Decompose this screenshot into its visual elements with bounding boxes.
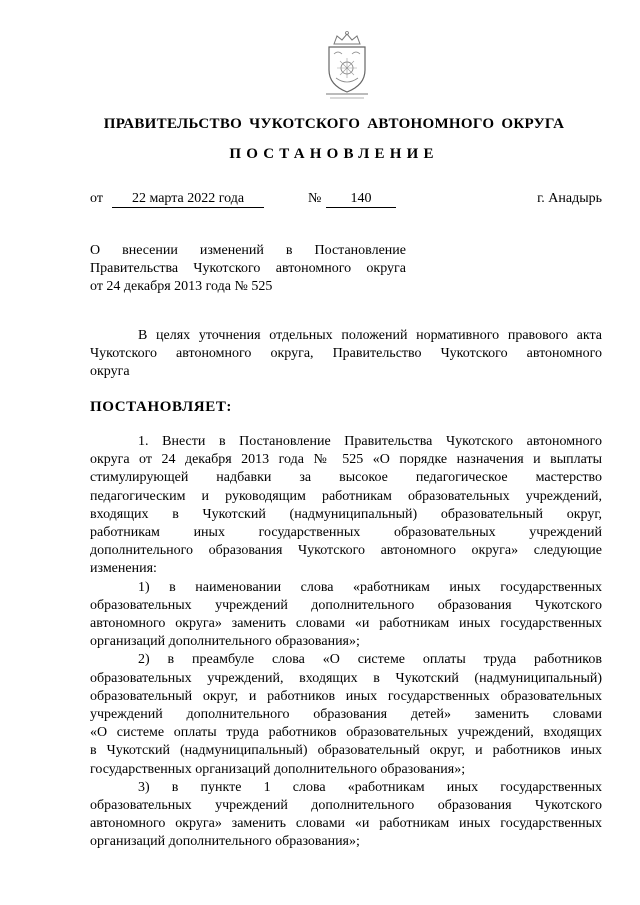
preamble-line: В целях уточнения отдельных положений нормативного правового акта bbox=[138, 328, 602, 343]
body-line: стимулирующей надбавки за высокое педагогическое мастерство bbox=[90, 470, 602, 486]
document-number: 140 bbox=[326, 191, 396, 208]
body-line: организаций дополнительного образования»; bbox=[90, 634, 360, 650]
preamble-line: округа bbox=[90, 364, 130, 379]
body-paragraph-4 bbox=[90, 779, 602, 852]
body-line: учреждений дополнительного образования детей» заменить словами bbox=[90, 707, 602, 723]
document-preamble bbox=[90, 327, 602, 381]
government-title: ПРАВИТЕЛЬСТВО ЧУКОТСКОГО АВТОНОМНОГО ОКРУГА bbox=[103, 116, 565, 132]
number-label: № bbox=[308, 191, 322, 206]
body-line: «О системе оплаты труда работников образовательных учреждений, входящих bbox=[90, 725, 602, 741]
body-line: педагогическим и руководящим работникам образовательных учреждений, bbox=[90, 488, 602, 504]
document-type-heading: ПОСТАНОВЛЕНИЕ bbox=[229, 146, 439, 162]
subject-line: Правительства Чукотского автономного округа bbox=[90, 261, 406, 276]
resolves-heading: ПОСТАНОВЛЯЕТ: bbox=[90, 399, 233, 415]
body-line: образовательных учреждений дополнительного образования Чукотского bbox=[90, 798, 602, 814]
body-line: образовательный округ, и работников иных государственных образовательных bbox=[90, 688, 602, 704]
body-line: автономного округа» заменить словами «и работникам иных государственных bbox=[90, 816, 602, 832]
subject-line: от 24 декабря 2013 года № 525 bbox=[90, 279, 273, 294]
body-line: образовательных учреждений, входящих в Чукотский (надмуниципальный) bbox=[90, 670, 602, 686]
coat-of-arms-icon bbox=[312, 30, 382, 110]
body-line: образовательных учреждений дополнительного образования Чукотского bbox=[90, 597, 602, 613]
body-paragraph-1 bbox=[90, 433, 602, 579]
body-line: дополнительного образования Чукотского автономного округа» следующие bbox=[90, 543, 602, 559]
body-paragraph-3 bbox=[90, 651, 602, 778]
document-body bbox=[90, 433, 602, 852]
body-line: работникам иных государственных образовательных учреждений bbox=[90, 525, 602, 541]
date-from-label: от bbox=[90, 191, 103, 206]
subject-line: О внесении изменений в Постановление bbox=[90, 243, 406, 258]
body-line: входящих в Чукотский (надмуниципальный) образовательный округ, bbox=[90, 506, 602, 522]
body-line: изменения: bbox=[90, 561, 157, 577]
body-line: округа от 24 декабря 2013 года № 525 «О порядке назначения и выплаты bbox=[90, 452, 602, 468]
body-line: автономного округа» заменить словами «и работникам иных государственных bbox=[90, 616, 602, 632]
body-paragraph-2 bbox=[90, 579, 602, 652]
body-line: организаций дополнительного образования»; bbox=[90, 834, 360, 850]
body-line: 1. Внести в Постановление Правительства Чукотского автономного bbox=[138, 434, 602, 449]
document-subject bbox=[90, 242, 406, 296]
document-meta-row bbox=[90, 191, 602, 211]
body-line: в Чукотский (надмуниципальный) образовательный округ, и работников иных bbox=[90, 743, 602, 759]
document-date: 22 марта 2022 года bbox=[112, 191, 264, 208]
preamble-line: Чукотского автономного округа, Правительство Чукотского автономного bbox=[90, 346, 602, 361]
body-line: государственных организаций дополнительного образования»; bbox=[90, 761, 466, 777]
body-line: 1) в наименовании слова «работникам иных государственных bbox=[138, 579, 602, 595]
body-line: 2) в преамбуле слова «О системе оплаты труда работников bbox=[138, 652, 602, 668]
body-line: 3) в пункте 1 слова «работникам иных государственных bbox=[138, 779, 602, 795]
document-city: г. Анадырь bbox=[537, 191, 602, 206]
